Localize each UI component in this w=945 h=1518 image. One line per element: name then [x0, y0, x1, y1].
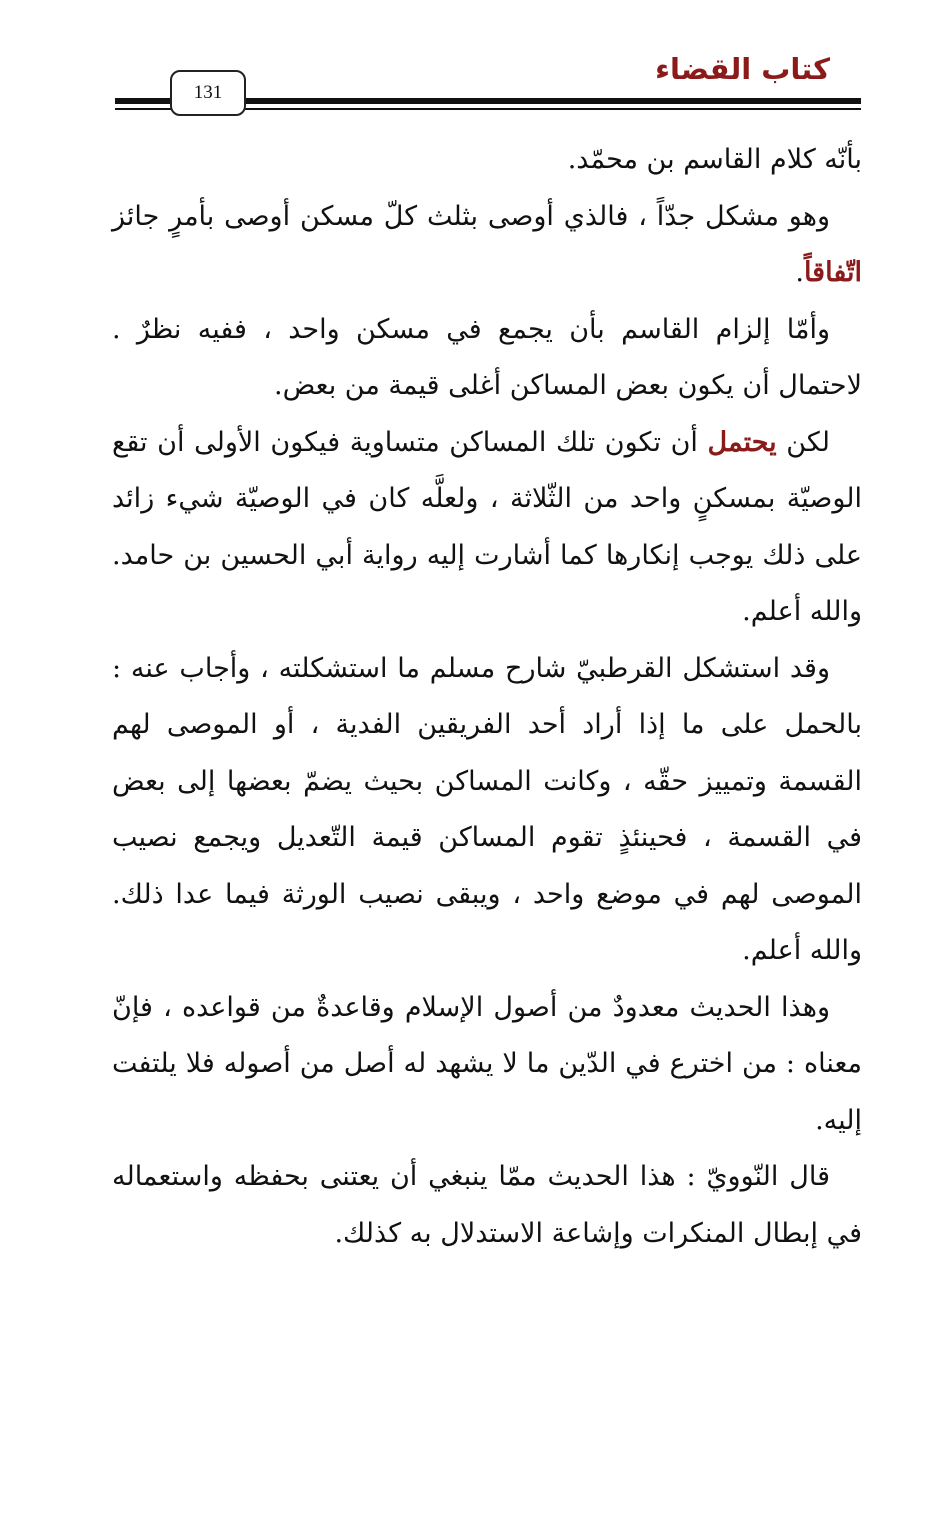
paragraph-5: وقد استشكل القرطبيّ شارح مسلم ما استشكلته ، وأجاب عنه : بالحمل على ما إذا أراد أحد الفريقين الفدية ، أو الموصى لهم القسمة وتمييز حقّه ، وكانت المساكن بحيث يضمّ بعضها إلى بعض في القسمة ، فحينئذٍ تقوم المساكن قيمة التّعديل ويجمع نصيب الموصى لهم في موضع واحد ، ويبقى نصيب الورثة فيما عدا ذلك. والله أعلم. — [112, 652, 862, 966]
paragraph-4-text: أن تكون تلك المساكن متساوية فيكون الأولى أن تقع الوصيّة بمسكنٍ واحد من الثّلاثة ، ولعلَّه كان في الوصيّة شيء زائد على ذلك يوجب إنكارها كما أشارت إليه رواية أبي الحسين بن حامد. والله أعلم. — [112, 426, 862, 627]
paragraph-4 — [112, 415, 862, 641]
highlighted-term: اتّفاقاً — [803, 257, 862, 288]
highlighted-term: يحتمل — [707, 426, 777, 458]
paragraph-2-tail: . — [795, 257, 804, 288]
paragraph-7: قال النّوويّ : هذا الحديث ممّا ينبغي أن يعتنى بحفظه واستعماله في إبطال المنكرات وإشاعة الاستدلال به كذلك. — [112, 1161, 862, 1249]
paragraph-2-text: وهو مشكل جدّاً ، فالذي أوصى بثلث كلّ مسكن أوصى بأمرٍ جائز — [112, 200, 830, 232]
page-number: 131 — [170, 70, 246, 116]
paragraph-4-lead: لكن — [776, 426, 830, 458]
page-body — [112, 132, 862, 1262]
paragraph-6: وهذا الحديث معدودٌ من أصول الإسلام وقاعدةٌ من قواعده ، فإنّ معناه : من اخترع في الدّين ما لا يشهد له أصل من أصوله فلا يلتفت إليه. — [112, 991, 862, 1136]
book-title: كتاب القضاء — [655, 52, 830, 86]
paragraph-2 — [112, 189, 862, 302]
page-header — [0, 0, 945, 130]
paragraph-3: وأمّا إلزام القاسم بأن يجمع في مسكن واحد ، ففيه نظرٌ . لاحتمال أن يكون بعض المساكن أغلى قيمة من بعض. — [112, 313, 862, 401]
paragraph-1: بأنّه كلام القاسم بن محمّد. — [567, 144, 862, 175]
